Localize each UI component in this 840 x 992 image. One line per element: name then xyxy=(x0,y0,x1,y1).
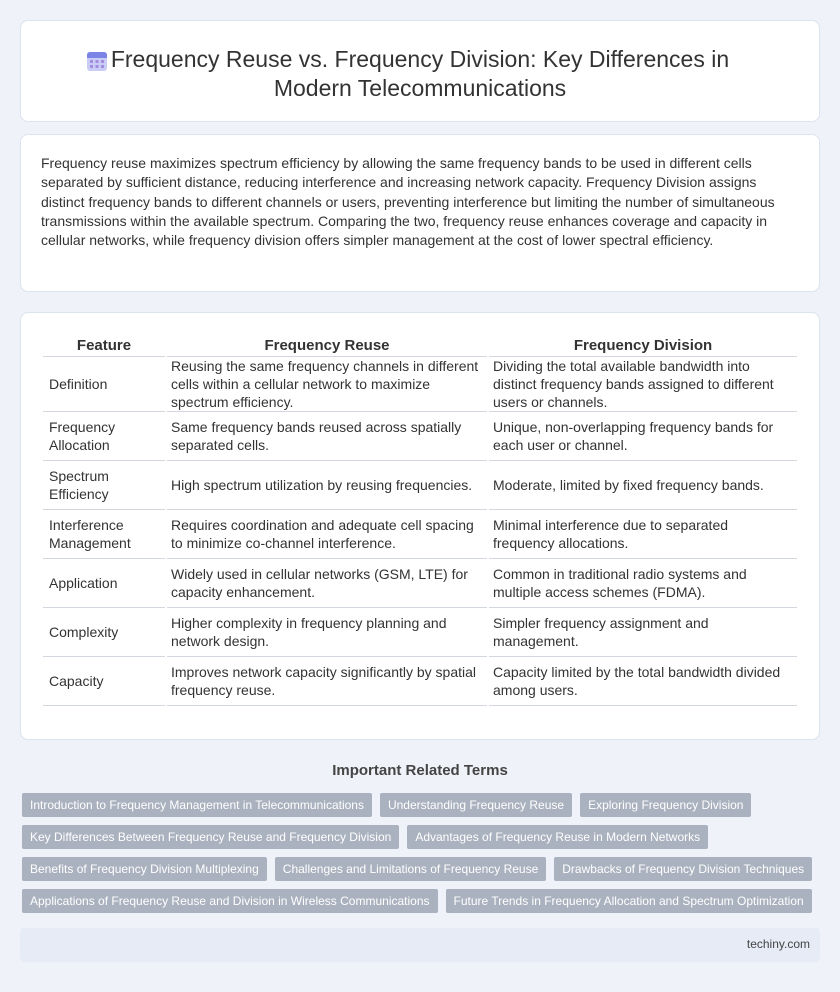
division-cell: Capacity limited by the total bandwidth divided among users. xyxy=(489,657,797,706)
calendar-icon xyxy=(85,49,109,73)
related-term-link[interactable]: Future Trends in Frequency Allocation and Spectrum Optimization xyxy=(446,889,812,913)
division-cell: Common in traditional radio systems and multiple access schemes (FDMA). xyxy=(489,559,797,608)
feature-cell: Interference Management xyxy=(43,510,165,559)
related-term-link[interactable]: Introduction to Frequency Management in Telecommunications xyxy=(22,793,372,817)
feature-cell: Capacity xyxy=(43,657,165,706)
related-terms-title: Important Related Terms xyxy=(332,762,508,779)
division-cell: Dividing the total available bandwidth into distinct frequency bands assigned to different users or channels. xyxy=(489,357,797,412)
page-title: Frequency Reuse vs. Frequency Division: Key Differences in Modern Telecommunications xyxy=(110,46,730,101)
intro-paragraph: Frequency reuse maximizes spectrum efficiency by allowing the same frequency bands to be used in different cells separated by sufficient distance, reducing interference and increasing network capacity. Frequency Division assigns distinct frequency bands to different channels or users, preventing interference but limiting the number of simultaneous transmissions within the available spectrum. Comparing the two, frequency reuse enhances coverage and capacity in cellular networks, while frequency division offers simpler management at the cost of lower spectral efficiency. xyxy=(41,155,775,249)
header-frequency-reuse: Frequency Reuse xyxy=(167,333,487,357)
feature-cell: Frequency Allocation xyxy=(43,412,165,461)
tag-row xyxy=(22,793,822,817)
table-row xyxy=(43,510,797,559)
comparison-table xyxy=(41,333,799,706)
feature-cell: Spectrum Efficiency xyxy=(43,461,165,510)
division-cell: Moderate, limited by fixed frequency bands. xyxy=(489,461,797,510)
related-term-link[interactable]: Exploring Frequency Division xyxy=(580,793,751,817)
division-cell: Minimal interference due to separated frequency allocations. xyxy=(489,510,797,559)
table-row xyxy=(43,608,797,657)
related-term-link[interactable]: Understanding Frequency Reuse xyxy=(380,793,572,817)
reuse-cell: Same frequency bands reused across spatially separated cells. xyxy=(167,412,487,461)
related-terms-tags xyxy=(22,793,822,921)
footer xyxy=(20,928,820,962)
related-term-link[interactable]: Drawbacks of Frequency Division Techniques xyxy=(554,857,812,881)
table-header-row xyxy=(43,333,797,357)
feature-cell: Complexity xyxy=(43,608,165,657)
comparison-table-card xyxy=(20,312,820,740)
reuse-cell: Improves network capacity significantly by spatial frequency reuse. xyxy=(167,657,487,706)
feature-cell: Application xyxy=(43,559,165,608)
feature-cell: Definition xyxy=(43,357,165,412)
tag-row xyxy=(22,889,822,913)
division-cell: Simpler frequency assignment and management. xyxy=(489,608,797,657)
reuse-cell: Higher complexity in frequency planning and network design. xyxy=(167,608,487,657)
related-term-link[interactable]: Advantages of Frequency Reuse in Modern Networks xyxy=(407,825,708,849)
footer-site-link[interactable]: techiny.com xyxy=(746,937,810,951)
table-row xyxy=(43,357,797,412)
reuse-cell: Requires coordination and adequate cell spacing to minimize co-channel interference. xyxy=(167,510,487,559)
header-feature: Feature xyxy=(43,333,165,357)
related-term-link[interactable]: Challenges and Limitations of Frequency Reuse xyxy=(275,857,546,881)
reuse-cell: Reusing the same frequency channels in different cells within a cellular network to maximize spectrum efficiency. xyxy=(167,357,487,412)
related-term-link[interactable]: Applications of Frequency Reuse and Division in Wireless Communications xyxy=(22,889,438,913)
reuse-cell: High spectrum utilization by reusing frequencies. xyxy=(167,461,487,510)
intro-card xyxy=(20,134,820,292)
table-row xyxy=(43,657,797,706)
reuse-cell: Widely used in cellular networks (GSM, LTE) for capacity enhancement. xyxy=(167,559,487,608)
division-cell: Unique, non-overlapping frequency bands for each user or channel. xyxy=(489,412,797,461)
tag-row xyxy=(22,857,822,881)
table-row xyxy=(43,559,797,608)
title-wrap xyxy=(21,45,819,103)
related-term-link[interactable]: Benefits of Frequency Division Multiplexing xyxy=(22,857,267,881)
tag-row xyxy=(22,825,822,849)
table-row xyxy=(43,412,797,461)
related-term-link[interactable]: Key Differences Between Frequency Reuse and Frequency Division xyxy=(22,825,399,849)
table-row xyxy=(43,461,797,510)
title-card xyxy=(20,20,820,122)
header-frequency-division: Frequency Division xyxy=(489,333,797,357)
